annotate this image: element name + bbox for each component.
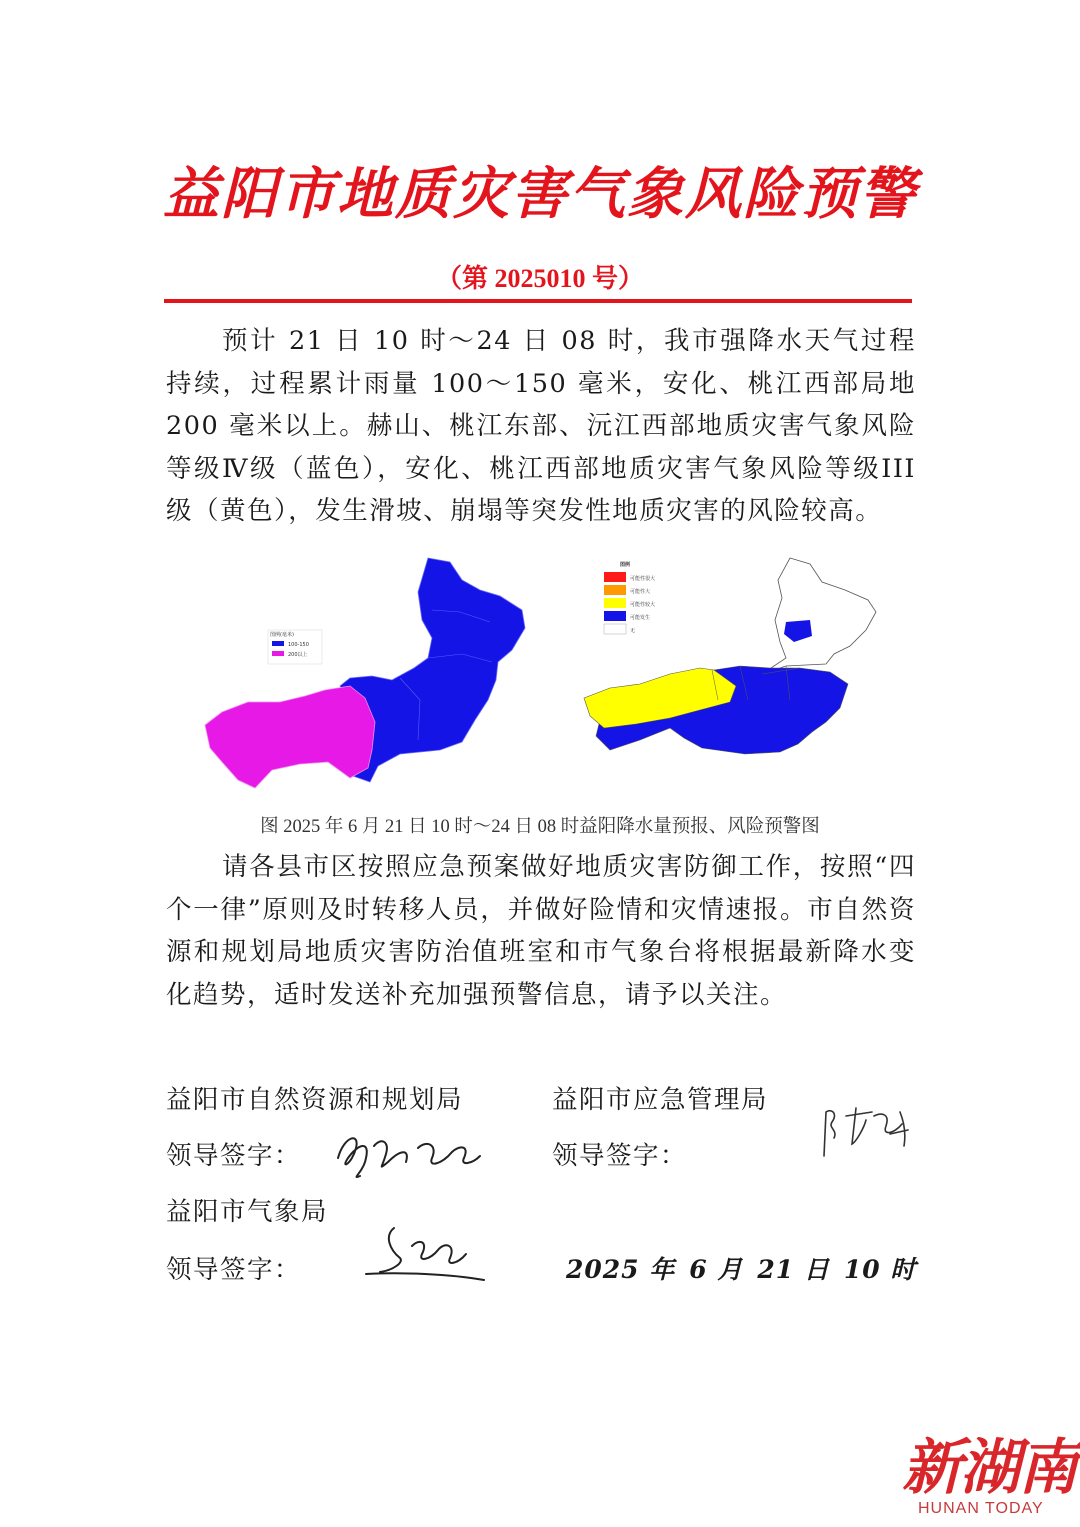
rainfall-map	[205, 558, 525, 788]
date-hour: 10 时	[843, 1255, 917, 1284]
rain-legend-label-2: 200以上	[288, 652, 308, 658]
watermark-logo: 新湖南	[902, 1433, 1076, 1503]
watermark-brand-en: HUNAN TODAY	[918, 1500, 1044, 1517]
sign-label-1: 领导签字：	[166, 1141, 302, 1171]
risk-legend-label-5: 无	[630, 628, 636, 634]
issue-number: （第 2025010 号）	[435, 264, 644, 293]
rain-legend-title: 图例(毫米)	[270, 632, 294, 638]
risk-legend-title: 图例	[620, 562, 631, 568]
signature-2	[816, 1098, 920, 1164]
risk-legend-label-4: 可能发生	[630, 615, 651, 621]
rain-legend-swatch-2	[272, 651, 284, 656]
risk-legend-swatch-4	[604, 611, 626, 621]
org-meteorology: 益阳市气象局	[166, 1197, 329, 1227]
risk-region-white	[762, 558, 876, 674]
issue-date	[566, 1250, 930, 1286]
signature-3	[360, 1220, 492, 1290]
date-month: 6 月	[689, 1255, 744, 1284]
forecast-paragraph: 预计 21 日 10 时～24 日 08 时，我市强降水天气过程持续，过程累计雨量 100～150 毫米，安化、桃江西部局地 200 毫米以上。赫山、桃江东部、沅江西部地质灾害气象风险等级Ⅳ级（蓝色），安化、桃江西部地质灾害气象风险等级III 级（黄色），发生滑坡、崩塌等突发性地质灾害的风险较高。	[166, 326, 916, 526]
org-natural-resources: 益阳市自然资源和规划局	[166, 1085, 464, 1115]
rain-legend-swatch-1	[272, 641, 284, 646]
risk-legend-swatch-3	[604, 598, 626, 608]
figure-caption: 图 2025 年 6 月 21 日 10 时～24 日 08 时益阳降水量预报、风险预警图	[260, 817, 820, 837]
date-day: 21 日	[757, 1255, 830, 1284]
risk-legend-label-3: 可能性较大	[630, 602, 656, 608]
forecast-maps-figure	[200, 550, 900, 790]
sign-label-3: 领导签字：	[166, 1255, 302, 1285]
risk-legend-swatch-1	[604, 572, 626, 582]
risk-legend-swatch-2	[604, 585, 626, 595]
risk-legend-label-2: 可能性大	[630, 589, 651, 595]
risk-legend-label-1: 可能性很大	[630, 576, 656, 582]
risk-map	[584, 558, 876, 754]
rain-region-magenta	[205, 686, 375, 788]
title-divider	[164, 299, 912, 303]
signature-1	[330, 1118, 490, 1188]
date-year: 2025 年	[566, 1255, 676, 1284]
document-title: 益阳市地质灾害气象风险预警	[163, 161, 917, 227]
sign-label-2: 领导签字：	[552, 1141, 688, 1171]
org-emergency-management: 益阳市应急管理局	[552, 1085, 769, 1115]
risk-legend-swatch-5	[604, 624, 626, 634]
instruction-paragraph: 请各县市区按照应急预案做好地质灾害防御工作，按照“四个一律”原则及时转移人员，并做好险情和灾情速报。市自然资源和规划局地质灾害防治值班室和市气象台将根据最新降水变化趋势，适时发送补充加强预警信息，请予以关注。	[166, 852, 916, 1010]
rain-legend-label-1: 100-150	[288, 642, 309, 648]
